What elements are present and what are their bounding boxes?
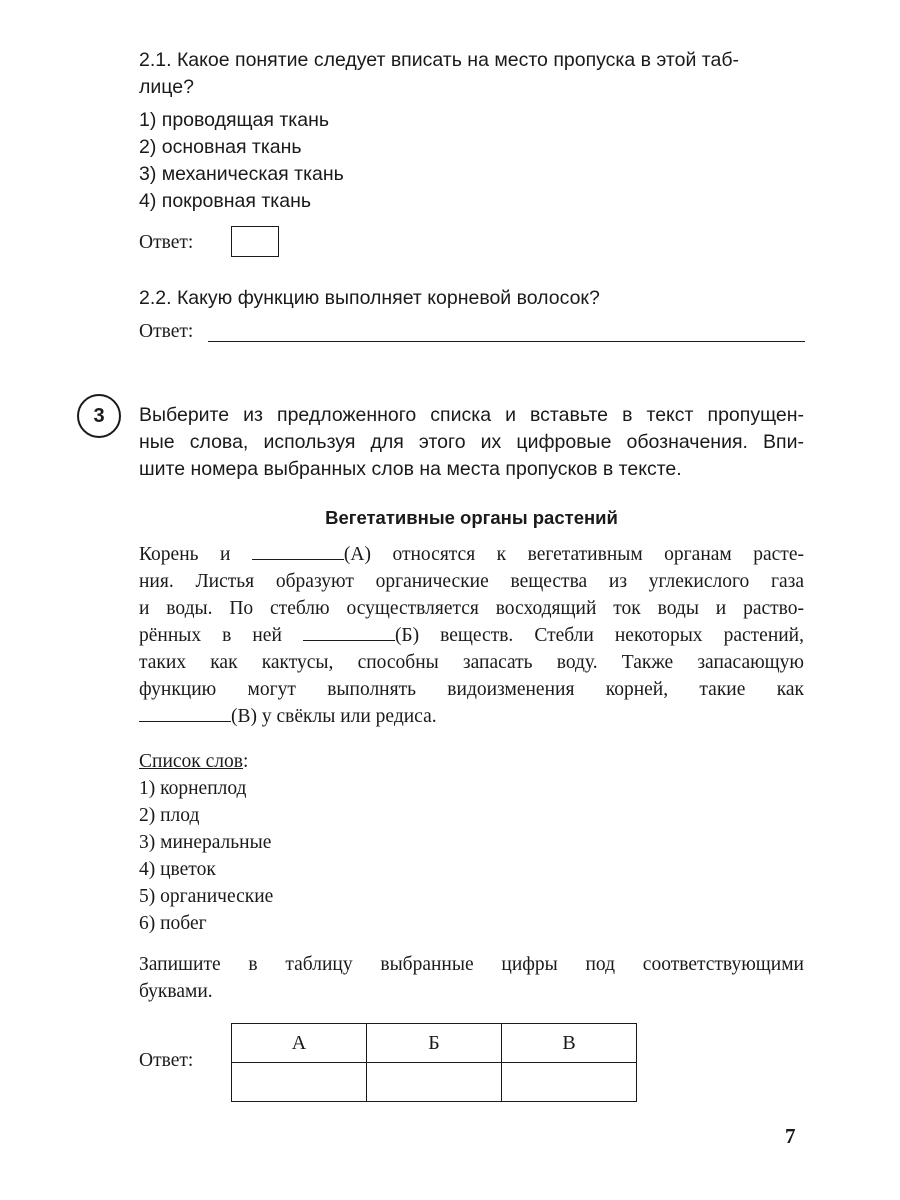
answer-cell-a[interactable] (232, 1063, 367, 1102)
q22-question: 2.2. Какую функцию выполняет корневой волосок? (139, 287, 600, 309)
answer-cell-b[interactable] (367, 1063, 502, 1102)
q21-question-line2: лице? (139, 76, 194, 98)
blank-a (252, 541, 344, 560)
task3-instruction-line2: ные слова, используя для этого их цифровые обозначения. Впи- (139, 431, 804, 453)
text-line-2: ния. Листья образуют органические вещества из углекислого газа (139, 571, 804, 592)
text-line-1 (139, 541, 804, 568)
text-line-7-end: (В) у свёклы или редиса. (231, 706, 437, 727)
q21-answer-box[interactable] (231, 226, 279, 257)
q21-option-1: 1) проводящая ткань (139, 109, 330, 131)
text-line-1-start: Корень и (139, 544, 231, 565)
word-item-2: 2) плод (139, 805, 200, 826)
q21-option-4: 4) покровная ткань (139, 190, 311, 212)
text-title: Вегетативные органы растений (325, 507, 618, 528)
answer-table-header-b: Б (367, 1024, 502, 1063)
word-item-4: 4) цветок (139, 859, 216, 880)
word-item-5: 5) органические (139, 886, 274, 907)
q22-answer-line[interactable] (208, 341, 805, 342)
table-instruction-line2: буквами. (139, 981, 213, 1002)
task3-instruction-line1: Выберите из предложенного списка и вставьте в текст пропущен- (139, 404, 804, 426)
word-list-label: Список слов: (139, 751, 249, 772)
text-line-7 (139, 703, 437, 730)
text-line-4-start: рённых в ней (139, 625, 282, 646)
table-instruction-line1: Запишите в таблицу выбранные цифры под соответствующими (139, 954, 804, 975)
text-line-4 (139, 622, 804, 649)
word-item-3: 3) минеральные (139, 832, 272, 853)
text-line-3: и воды. По стеблю осуществляется восходящий ток воды и раство- (139, 598, 804, 619)
page-number: 7 (785, 1124, 796, 1148)
word-item-6: 6) побег (139, 913, 207, 934)
word-item-1: 1) корнеплод (139, 778, 247, 799)
task3-answer-label: Ответ: (139, 1050, 194, 1071)
text-line-1-end: (А) относятся к вегетативным органам расте- (343, 544, 804, 565)
task-number-badge: 3 (77, 394, 121, 438)
blank-b (303, 622, 395, 641)
answer-table-header-a: А (232, 1024, 367, 1063)
q21-option-2: 2) основная ткань (139, 136, 302, 158)
text-line-5: таких как кактусы, способны запасать воду. Также запасающую (139, 652, 804, 673)
answer-table (231, 1023, 637, 1102)
answer-table-header-v: В (502, 1024, 637, 1063)
blank-v (139, 703, 231, 722)
q21-option-3: 3) механическая ткань (139, 163, 344, 185)
text-line-4-end: (Б) веществ. Стебли некоторых растений, (394, 625, 804, 646)
q21-answer-label: Ответ: (139, 232, 194, 253)
q21-question-line1: 2.1. Какое понятие следует вписать на место пропуска в этой таб- (139, 49, 740, 71)
q22-answer-label: Ответ: (139, 321, 194, 342)
task3-instruction-line3: шите номера выбранных слов на места пропусков в тексте. (139, 458, 682, 480)
answer-cell-v[interactable] (502, 1063, 637, 1102)
text-line-6: функцию могут выполнять видоизменения корней, такие как (139, 679, 804, 700)
